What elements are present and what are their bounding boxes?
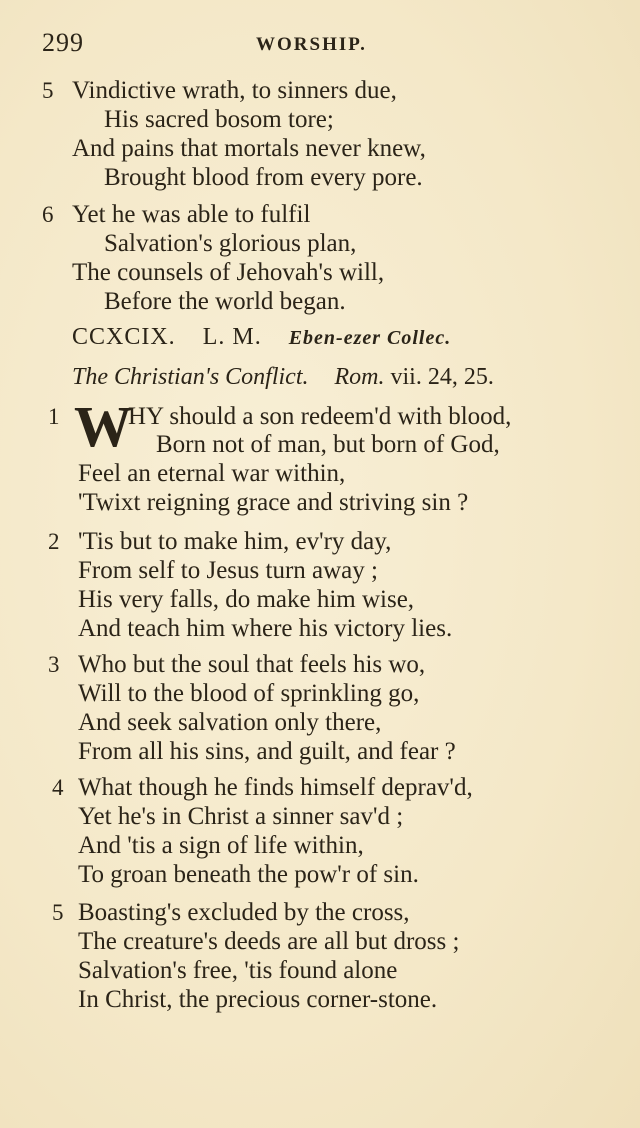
verse-line: The counsels of Jehovah's will, [72,259,385,286]
verse-line: The creature's deeds are all but dross ; [78,928,460,955]
stanza-number: 5 [52,900,64,925]
verse-line: And pains that mortals never knew, [72,135,426,162]
verse-line: Salvation's glorious plan, [104,230,357,257]
verse-line: His very falls, do make him wise, [78,586,415,613]
hymn-subtitle: The Christian's Conflict. [72,364,309,390]
running-head: WORSHIP. [256,34,367,55]
hymn-meter: L. M. [202,324,262,350]
verse-line: Vindictive wrath, to sinners due, [72,77,397,104]
hymn-heading [72,324,451,351]
stanza-number: 5 [42,78,54,103]
verse-line: To groan beneath the pow'r of sin. [78,861,419,888]
hymn-subtitle-line [72,364,494,391]
stanza-number: 4 [52,775,64,800]
verse-line: And 'tis a sign of life within, [78,832,364,859]
stanza-number: 3 [48,652,60,677]
hymn-tune: Eben-ezer Collec. [288,327,452,349]
verse-line: 'Twixt reigning grace and striving sin ? [78,489,469,516]
drop-cap: W [74,394,132,459]
verse-line: Will to the blood of sprinkling go, [78,680,420,707]
stanza-number: 2 [48,529,60,554]
verse-line: Born not of man, but born of God, [156,431,500,458]
verse-line: Feel an eternal war within, [78,460,346,487]
verse-line: Yet he's in Christ a sinner sav'd ; [78,803,404,830]
verse-line: Who but the soul that feels his wo, [78,651,426,678]
verse-line: Brought blood from every pore. [104,164,423,191]
verse-line: And teach him where his victory lies. [78,615,453,642]
verse-line: Yet he was able to fulfil [72,201,311,228]
verse-line: HY should a son redeem'd with blood, [128,403,512,430]
verse-line: Boasting's excluded by the cross, [78,899,410,926]
page-number: 299 [42,28,84,57]
hymn-number: CCXCIX. [72,324,176,350]
verse-line: From all his sins, and guilt, and fear ? [78,738,456,765]
verse-line: Salvation's free, 'tis found alone [78,957,398,984]
page-header [42,28,602,68]
stanza-number: 1 [48,404,60,429]
verse-line: His sacred bosom tore; [104,106,334,133]
verse-line: Before the world began. [104,288,346,315]
verse-line: In Christ, the precious corner-stone. [78,986,438,1013]
scripture-book: Rom. [334,364,385,390]
verse-line: 'Tis but to make him, ev'ry day, [78,528,392,555]
verse-line: From self to Jesus turn away ; [78,557,378,584]
verse-line: And seek salvation only there, [78,709,382,736]
stanza-number: 6 [42,202,54,227]
scripture-reference: vii. 24, 25. [390,364,494,390]
verse-line: What though he finds himself deprav'd, [78,774,473,801]
